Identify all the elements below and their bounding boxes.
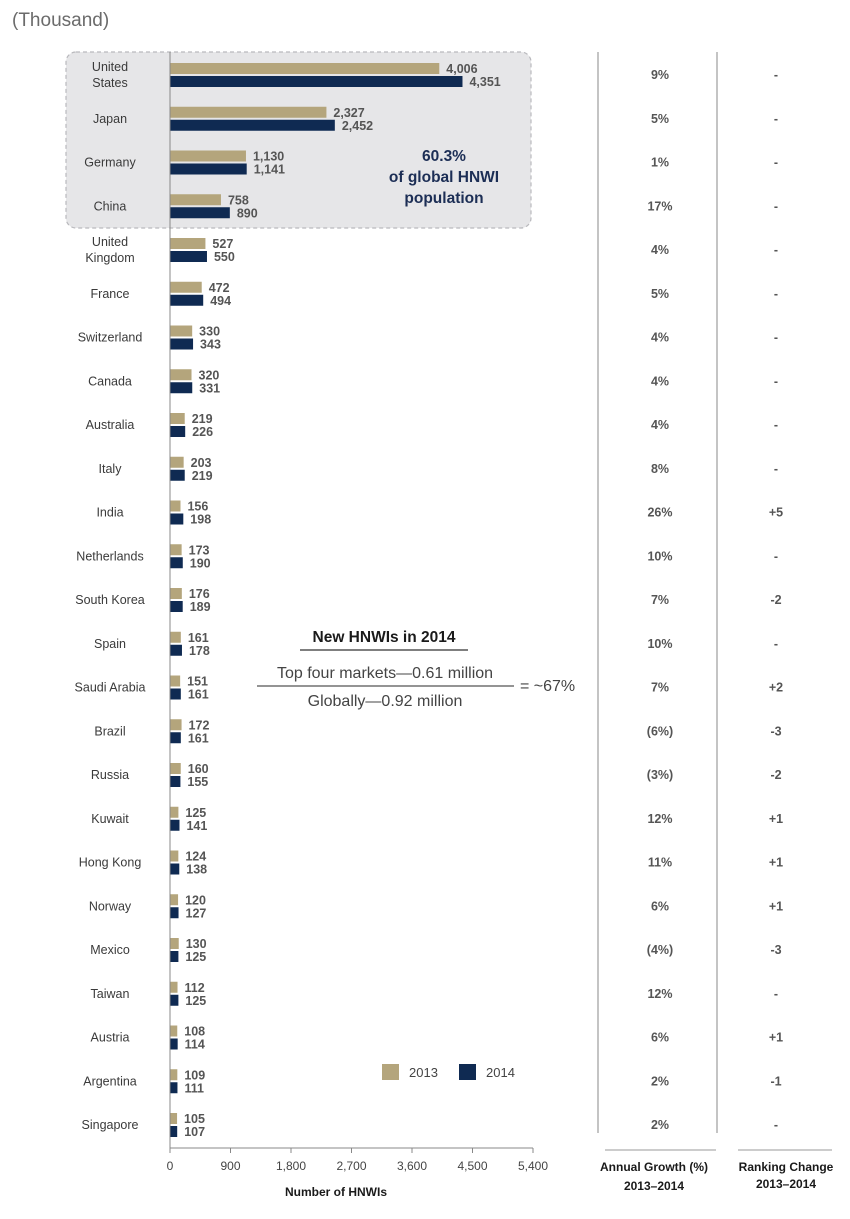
growth-value-germany: 1% (650, 155, 670, 170)
value-label-2014-south-korea: 189 (189, 600, 211, 614)
bar-2013-australia (170, 413, 185, 424)
ranking-value-norway: +1 (768, 899, 784, 914)
legend (382, 1064, 515, 1080)
country-label-argentina: Argentina (83, 1074, 137, 1089)
value-label-2013-germany: 1,130 (252, 149, 285, 164)
bar-2013-netherlands (170, 544, 182, 555)
ranking-value-japan: - (773, 111, 779, 126)
bar-2013-china (170, 194, 221, 205)
ranking-header-line-1: Ranking Change (738, 1160, 834, 1174)
bar-2014-netherlands (170, 557, 183, 568)
country-label-norway: Norway (88, 899, 132, 914)
ranking-header-line-2: 2013–2014 (755, 1177, 817, 1191)
value-label-2014-brazil: 161 (187, 731, 209, 746)
growth-value-brazil: (6%) (646, 724, 674, 739)
legend-label-2013: 2013 (409, 1065, 438, 1080)
growth-header-line-1: Annual Growth (%) (600, 1160, 708, 1174)
ranking-value-france: - (773, 286, 779, 301)
ranking-value-hong-kong: +1 (768, 855, 784, 870)
callout-line-2: of global HNWI (388, 169, 500, 186)
bar-2014-canada (170, 382, 192, 393)
value-label-2013-switzerland: 330 (199, 324, 221, 339)
value-label-2014-germany: 1,141 (253, 162, 285, 177)
growth-value-india: 26% (647, 505, 673, 520)
value-label-2014-hong-kong: 138 (186, 862, 208, 877)
bar-2013-brazil (170, 719, 182, 730)
bar-2013-switzerland (170, 326, 192, 337)
country-label-france: France (90, 286, 130, 301)
country-label-canada: Canada (88, 374, 132, 389)
value-label-2014-mexico: 125 (185, 950, 207, 964)
value-label-2013-china: 758 (227, 193, 249, 208)
value-label-2013-india: 156 (187, 499, 209, 514)
value-label-2014-saudi-arabia: 161 (187, 687, 209, 702)
value-label-2014-japan: 2,452 (341, 118, 374, 133)
new-hnwi-denominator: Globally—0.92 million (307, 693, 463, 710)
bar-2014-spain (170, 645, 182, 656)
value-label-2013-united-states: 4,006 (446, 62, 478, 76)
country-label-united-states: United States (91, 60, 129, 90)
bar-2014-japan (170, 120, 335, 131)
value-label-2013-italy: 203 (190, 455, 212, 470)
country-label-singapore: Singapore (81, 1118, 139, 1132)
country-label-mexico: Mexico (90, 943, 130, 957)
value-label-2013-kuwait: 125 (185, 805, 207, 820)
value-label-2014-united-kingdom: 550 (213, 250, 235, 264)
value-label-2013-netherlands: 173 (188, 543, 210, 558)
value-label-2014-switzerland: 343 (200, 337, 221, 352)
value-label-2014-taiwan: 125 (185, 993, 207, 1008)
country-label-netherlands: Netherlands (76, 549, 144, 564)
ranking-value-brazil: -3 (770, 724, 782, 739)
bar-2013-hong-kong (170, 851, 178, 862)
ranking-value-austria: +1 (768, 1030, 784, 1045)
value-label-2013-south-korea: 176 (188, 587, 210, 601)
growth-value-mexico: (4%) (646, 943, 674, 957)
new-hnwi-result: = ~67% (520, 678, 576, 695)
value-label-2013-brazil: 172 (188, 718, 210, 733)
value-label-2013-france: 472 (208, 280, 230, 295)
callout-line-3: population (404, 190, 484, 207)
value-label-2013-mexico: 130 (185, 937, 207, 951)
bar-2014-united-states (170, 76, 462, 87)
bar-2013-austria (170, 1026, 177, 1037)
bar-2014-russia (170, 776, 180, 787)
country-label-saudi-arabia: Saudi Arabia (74, 680, 146, 695)
bar-2013-taiwan (170, 982, 178, 993)
country-label-india: India (96, 505, 124, 520)
country-label-italy: Italy (98, 461, 122, 476)
value-label-2013-spain: 161 (187, 630, 209, 645)
value-label-2013-norway: 120 (185, 893, 206, 908)
bar-2013-united-kingdom (170, 238, 205, 249)
new-hnwi-numerator: Top four markets—0.61 million (276, 665, 494, 682)
value-label-2013-united-kingdom: 527 (212, 237, 234, 251)
growth-value-kuwait: 12% (647, 811, 673, 826)
growth-value-south-korea: 7% (650, 593, 670, 607)
bar-2014-switzerland (170, 339, 193, 350)
value-label-2013-taiwan: 112 (184, 980, 205, 995)
value-label-2014-canada: 331 (199, 381, 221, 396)
bar-2014-italy (170, 470, 185, 481)
growth-value-singapore: 2% (650, 1118, 670, 1132)
bar-2014-china (170, 207, 230, 218)
x-axis-label: Number of HNWIs (285, 1185, 387, 1199)
ranking-value-argentina: -1 (770, 1074, 782, 1089)
growth-value-netherlands: 10% (647, 549, 673, 564)
country-label-south-korea: South Korea (75, 593, 145, 607)
ranking-value-south-korea: -2 (770, 593, 782, 607)
ranking-value-switzerland: - (773, 330, 779, 345)
bar-2014-united-kingdom (170, 251, 207, 262)
x-tick-label: 3,600 (396, 1159, 428, 1173)
value-label-2013-saudi-arabia: 151 (187, 674, 209, 689)
bar-2013-canada (170, 369, 192, 380)
value-label-2013-hong-kong: 124 (185, 849, 207, 864)
growth-value-canada: 4% (650, 374, 670, 389)
bar-2014-taiwan (170, 995, 178, 1006)
ranking-value-singapore: - (773, 1118, 779, 1132)
growth-value-australia: 4% (650, 418, 670, 432)
bar-2014-norway (170, 907, 179, 918)
growth-value-taiwan: 12% (647, 986, 673, 1001)
country-label-brazil: Brazil (94, 724, 126, 739)
bar-2014-kuwait (170, 820, 179, 831)
bar-2014-germany (170, 164, 247, 175)
bar-2013-spain (170, 632, 181, 643)
bar-2013-russia (170, 763, 181, 774)
growth-value-russia: (3%) (646, 768, 674, 782)
growth-value-united-states: 9% (650, 68, 670, 82)
bar-2013-kuwait (170, 807, 178, 818)
ranking-value-canada: - (773, 374, 779, 389)
x-tick-label: 2,700 (336, 1159, 367, 1173)
ranking-value-saudi-arabia: +2 (768, 680, 784, 695)
growth-value-austria: 6% (650, 1030, 670, 1045)
value-label-2014-singapore: 107 (184, 1125, 206, 1139)
callout-line-1: 60.3% (422, 148, 466, 165)
country-label-taiwan: Taiwan (90, 986, 130, 1001)
growth-value-france: 5% (650, 286, 670, 301)
country-label-germany: Germany (84, 155, 136, 170)
growth-value-switzerland: 4% (650, 330, 670, 345)
ranking-value-russia: -2 (770, 768, 782, 782)
value-label-2014-china: 890 (236, 206, 258, 221)
value-label-2013-russia: 160 (187, 762, 209, 776)
growth-value-argentina: 2% (650, 1074, 670, 1089)
ranking-value-kuwait: +1 (768, 811, 784, 826)
country-label-hong-kong: Hong Kong (78, 855, 142, 870)
growth-value-saudi-arabia: 7% (650, 680, 670, 695)
value-label-2013-austria: 108 (184, 1024, 206, 1039)
bar-2014-brazil (170, 732, 181, 743)
value-label-2014-netherlands: 190 (189, 556, 211, 571)
ranking-value-china: - (773, 199, 779, 214)
bar-2013-italy (170, 457, 184, 468)
ranking-value-india: +5 (768, 505, 784, 520)
bar-2014-singapore (170, 1126, 177, 1137)
ranking-value-united-kingdom: - (773, 243, 779, 257)
value-label-2013-canada: 320 (198, 368, 220, 383)
ranking-value-germany: - (773, 155, 779, 170)
bar-2013-japan (170, 107, 326, 118)
ranking-value-united-states: - (773, 68, 779, 82)
bar-2013-mexico (170, 938, 179, 949)
x-tick-label: 5,400 (517, 1159, 549, 1173)
value-label-2014-norway: 127 (185, 906, 207, 921)
ranking-value-taiwan: - (773, 986, 779, 1001)
ranking-value-spain: - (773, 636, 779, 651)
new-hnwi-title: New HNWIs in 2014 (312, 629, 456, 646)
ranking-value-italy: - (773, 461, 779, 476)
value-label-2014-united-states: 4,351 (469, 75, 501, 89)
legend-swatch-2014 (459, 1064, 476, 1080)
country-label-spain: Spain (94, 636, 126, 651)
x-tick-label: 1,800 (275, 1159, 307, 1173)
bar-2013-germany (170, 151, 246, 162)
growth-value-italy: 8% (650, 461, 670, 476)
ranking-value-mexico: -3 (770, 943, 782, 957)
bar-2014-australia (170, 426, 185, 437)
value-label-2014-spain: 178 (188, 643, 210, 658)
growth-header-line-2: 2013–2014 (623, 1179, 685, 1193)
bar-2013-india (170, 501, 180, 512)
growth-value-united-kingdom: 4% (650, 243, 670, 257)
bar-2013-argentina (170, 1069, 177, 1080)
country-label-russia: Russia (90, 768, 130, 782)
growth-value-hong-kong: 11% (647, 855, 673, 870)
country-label-switzerland: Switzerland (77, 330, 143, 345)
ranking-value-australia: - (773, 418, 779, 432)
value-label-2014-argentina: 111 (184, 1081, 204, 1096)
bar-2014-hong-kong (170, 864, 179, 875)
value-label-2014-italy: 219 (191, 468, 213, 483)
bar-2014-argentina (170, 1082, 177, 1093)
value-label-2013-argentina: 109 (184, 1068, 206, 1083)
growth-value-japan: 5% (650, 111, 670, 126)
x-tick-label: 0 (166, 1159, 174, 1173)
legend-label-2014: 2014 (486, 1065, 515, 1080)
country-label-kuwait: Kuwait (91, 811, 129, 826)
bar-2014-mexico (170, 951, 178, 962)
value-label-2014-kuwait: 141 (186, 818, 208, 833)
value-label-2014-india: 198 (190, 512, 212, 527)
x-tick-label: 4,500 (457, 1159, 488, 1173)
bar-2013-norway (170, 894, 178, 905)
bar-2013-france (170, 282, 202, 293)
bar-2014-france (170, 295, 203, 306)
bar-2013-saudi-arabia (170, 676, 180, 687)
value-label-2014-austria: 114 (184, 1037, 205, 1052)
new-hnwi-box (257, 629, 575, 710)
value-label-2014-france: 494 (210, 293, 232, 308)
country-label-united-kingdom: United Kingdom (85, 235, 135, 265)
ranking-value-netherlands: - (773, 549, 779, 564)
x-tick-label: 900 (220, 1159, 241, 1173)
growth-value-spain: 10% (647, 636, 673, 651)
bar-2014-austria (170, 1039, 178, 1050)
growth-value-norway: 6% (650, 899, 670, 914)
bar-2013-singapore (170, 1113, 177, 1124)
bar-2013-south-korea (170, 588, 182, 599)
bar-2014-saudi-arabia (170, 689, 181, 700)
growth-value-china: 17% (647, 199, 673, 214)
country-label-australia: Australia (85, 418, 135, 432)
country-label-japan: Japan (92, 111, 128, 126)
value-label-2014-australia: 226 (192, 425, 214, 439)
bar-2013-united-states (170, 63, 439, 74)
value-label-2013-singapore: 105 (184, 1112, 205, 1126)
unit-label: (Thousand) (12, 10, 110, 31)
bar-2014-south-korea (170, 601, 183, 612)
country-label-china: China (93, 199, 127, 214)
value-label-2013-australia: 219 (191, 412, 213, 426)
value-label-2013-japan: 2,327 (333, 105, 365, 120)
growth-ranking-columns (598, 52, 832, 1150)
value-label-2014-russia: 155 (187, 775, 209, 789)
bar-2014-india (170, 514, 183, 525)
legend-swatch-2013 (382, 1064, 399, 1080)
country-label-austria: Austria (90, 1030, 130, 1045)
